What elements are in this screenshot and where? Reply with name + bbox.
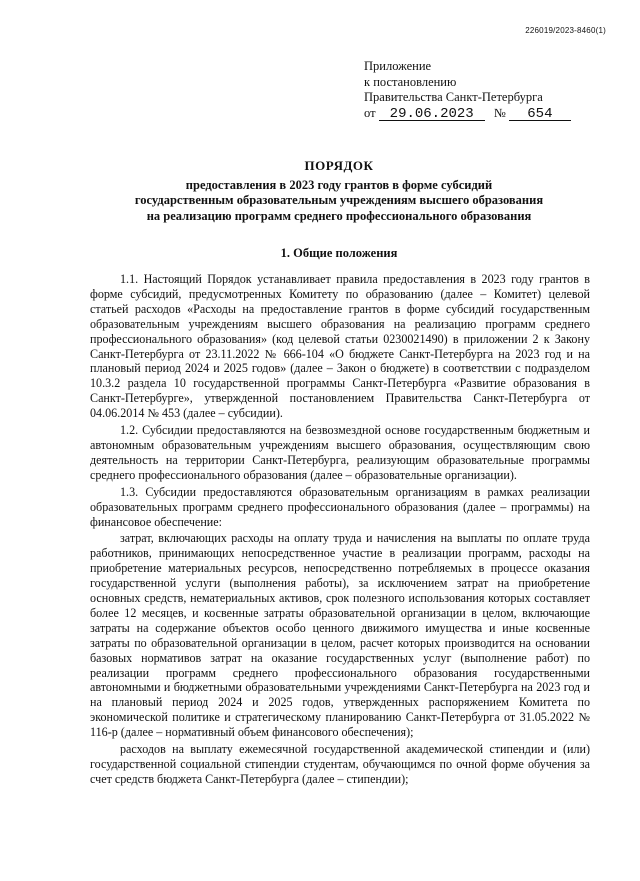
title-line-1: предоставления в 2023 году грантов в форме субсидий	[185, 177, 493, 192]
section-heading: 1. Общие положения	[280, 246, 398, 260]
appendix-block	[364, 59, 571, 121]
title-line-3: на реализацию программ среднего профессионального образования	[146, 208, 532, 223]
decree-number: 654	[509, 108, 571, 121]
paragraph-1-1: 1.1. Настоящий Порядок устанавливает правила предоставления в 2023 году грантов в форме субсидий, предусмотренных Комитету по образованию (далее – Комитет) целевой статьей расходов «Расходы на предоставление грантов в форме субсидий государственным образовательным учреждениям высшего образования на реализацию программ среднего профессионального образования» (код целевой статьи 0230021490) в приложении 2 к Закону Санкт-Петербурга от 23.11.2022 № 666-104 «О бюджете Санкт-Петербурга на 2023 год и на плановый период 2024 и 2025 годов» (далее – Закон о бюджете) в соответствии с подразделом 10.3.2 раздела 10 государственной программы Санкт-Петербурга «Развитие образования в Санкт-Петербурге», утвержденной постановлением Правительства Санкт-Петербурга от 04.06.2014 № 453 (далее – субсидии).	[90, 272, 590, 421]
paragraph-stipends: расходов на выплату ежемесячной государственной академической стипендии и (или) государственной социальной стипендии студентам, обучающимся по очной форме обучения за счет средств бюджета Санкт-Петербурга (далее – стипендии);	[90, 742, 590, 786]
document-body	[90, 272, 590, 789]
title-main: ПОРЯДОК	[304, 158, 374, 173]
paragraph-1-3: 1.3. Субсидии предоставляются образовательным организациям в рамках реализации образовательных программ среднего профессионального образования (далее – программы) на финансовое обеспечение:	[90, 484, 590, 529]
decree-date: 29.06.2023	[379, 108, 485, 121]
appendix-line-3: Правительства Санкт-Петербурга	[364, 90, 543, 104]
paragraph-1-2: 1.2. Субсидии предоставляются на безвозмездной основе государственным бюджетным и автономным образовательным учреждениям высшего образования, осуществляющим свою деятельность на территории Санкт-Петербурга, реализующим образовательные программы среднего профессионального образования (далее – образовательные организации).	[90, 423, 590, 482]
document-title	[90, 158, 588, 224]
paragraph-costs: затрат, включающих расходы на оплату труда и начисления на выплаты по оплате труда работников, принимающих непосредственное участие в реализации программ, расходы на приобретение материальных ресурсов, непосредственно потребляемых в процессе оказания государственной услуги (выполнения работы), за исключением затрат на приобретение основных средств, нематериальных активов, срок полезного использования которых составляет более 12 месяцев, и косвенные затраты образовательной организации в целом, включающие затраты на содержание объектов особо ценного движимого имущества и иные косвенные затраты по образовательной организации в целом, расчет которых производится на основании базовых нормативов затрат на оказание государственных услуг (выполнение работ) по реализации программ среднего профессионального образования государственными автономными и бюджетными образовательными учреждениями Санкт-Петербурга на 2023 год и на плановый период 2024 и 2025 годов, утвержденных распоряжением Комитета по экономической политике и стратегическому планированию Санкт-Петербурга от 31.05.2022 № 116-р (далее – нормативный объем финансового обеспечения);	[90, 531, 590, 740]
appendix-date-line	[364, 106, 571, 122]
title-line-2: государственным образовательным учреждениям высшего образования	[134, 193, 544, 207]
document-number: 226019/2023-8460(1)	[525, 26, 606, 35]
number-label: №	[493, 105, 506, 120]
from-label: от	[364, 105, 376, 120]
appendix-line-1: Приложение	[364, 59, 432, 73]
appendix-line-2: к постановлению	[364, 74, 457, 89]
